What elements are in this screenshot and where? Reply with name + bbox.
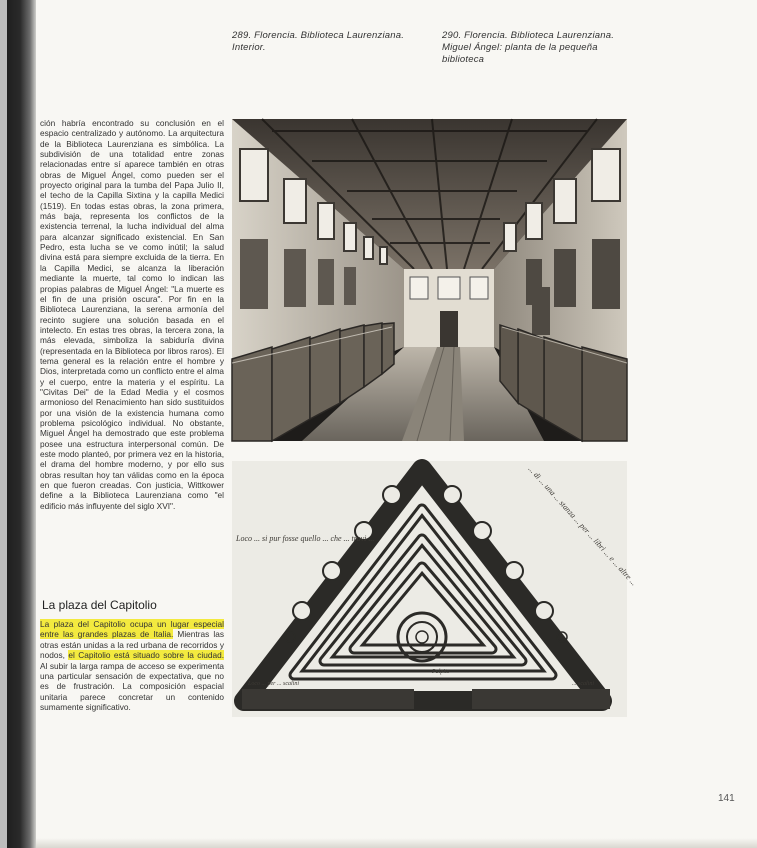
plan-note-right: ... di ... una ... stanza ... per ... libri ... e ... altre ... [526,464,639,588]
body-text-column [40,118,224,511]
section-heading: La plaza del Capitolio [42,598,157,612]
paragraph-text: Al subir la larga rampa de acceso se experimenta una particular sensación de expectativa, que no es de frustración. La composición espacial unitaria parece concretar un contenido sumamente significativo. [40,660,224,713]
plan-label-corner-right: ... scalini [572,681,594,687]
body-paragraph: ción habría encontrado su conclusión en el espacio centralizado y autónomo. La arquitectura de la Biblioteca Laurenziana es simbólica. La subdivisión de una totalidad entre zonas relacionadas entre sí aparece también en otras obras de Miguel Ángel, como pueden ser el proyecto original para la tumba del Papa Julio II, el techo de la Capilla Sixtina y la capilla Medici (1519). En todas estas obras, la zona primera, más baja, representa los conflictos de la existencia terrenal, la lucha individual del alma para alcanzar significado existencial. En San Pedro, esta lucha se ve como inútil; la salud divina está para siempre excluida de la tierra. En la Capilla Medici, se alcanza la liberación mediante la muerte, tal como lo indican las propias palabras de Miguel Ángel: "La muerte es el fin de una prisión oscura". Por fin en la Biblioteca Laurenziana, la serena armonía del recinto sugiere una solución basada en el intelecto. En estas tres obras, la tercera zona, la más elevada, simboliza la sabiduría divina (representada en la Biblioteca por libros raros). El tema general es la relación entre el hombre y Dios, interpretada como un conflicto entre el alma y el cuerpo, entre la materia y el espíritu. La "Civitas Dei" de la Edad Media y el cosmos armonioso del Renacimiento han sido sustituidos por una visión de la existencia humana como problema psicológico individual. No obstante, Miguel Ángel ha demostrado que este problema posee una estructura interpersonal común. De este modo planteó, por primera vez en la historia, el drama del hombre moderno, y por ello sus obras resultan hoy tan válidas como en la época en que fueron creadas. Con justicia, Wittkower define a la Biblioteca Laurenziana como "el edificio más influyente del siglo XVI". [40,118,224,511]
library-plan-illustration [232,461,639,717]
plan-label-center: Pulpito [432,669,450,675]
page-number: 141 [718,793,735,804]
highlighted-text: el Capitolio está situado sobre la ciudad. [68,650,225,661]
drawing-library-plan [232,461,639,717]
caption-figure-289: 289. Florencia. Biblioteca Laurenziana. Interior. [232,30,405,53]
highlighted-text: La plaza del Capitolio ocupa un lugar especial entre las grandes plazas de Italia. [40,619,224,640]
caption-figure-290: 290. Florencia. Biblioteca Laurenziana. Miguel Ángel: planta de la pequeña biblioteca [442,30,615,65]
library-interior-illustration [232,119,627,441]
scan-edge [0,0,7,848]
section-paragraph [40,619,224,713]
photo-library-interior [232,119,627,441]
paragraph-text: Mientras las otras están unidas a la red urbana de recorridos y nodos, [40,629,224,661]
plan-note-left: Loco ... si pur fosse quello ... che ... trovi ... [236,534,375,543]
page-bottom-shadow [36,838,757,848]
plan-label-corner-left: Loco ... per ... scalini [248,681,299,687]
